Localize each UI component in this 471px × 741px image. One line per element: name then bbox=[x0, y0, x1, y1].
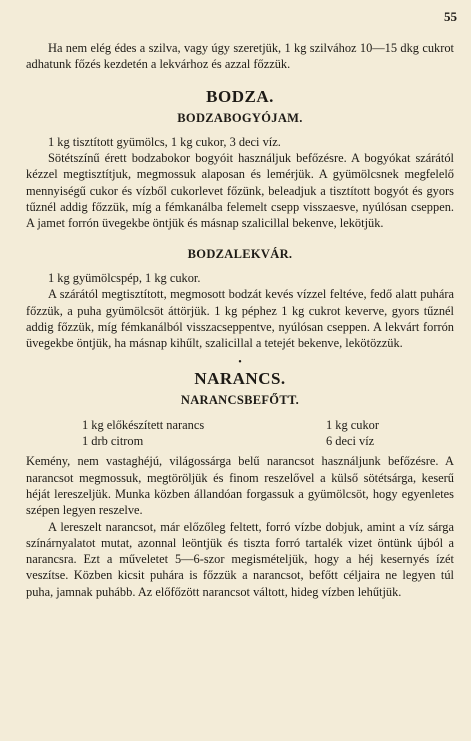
recipe-title-narancsbefott: NARANCSBEFŐTT. bbox=[180, 393, 300, 408]
recipe-title-bodzalekvar: BODZALEKVÁR. bbox=[187, 246, 293, 261]
ingredients-line: 1 kg tisztított gyümölcs, 1 kg cukor, 3 deci víz. bbox=[48, 134, 281, 149]
page-number: 55 bbox=[444, 9, 457, 24]
chapter-heading-bodza: BODZA. bbox=[206, 86, 274, 106]
ingredients-line: 1 kg gyümölcspép, 1 kg cukor. bbox=[48, 270, 201, 285]
ingredient-item: 1 kg előkészített narancs bbox=[82, 417, 205, 432]
recipe-title-bodzabogyojam: BODZABOGYÓJAM. bbox=[177, 110, 303, 125]
ornament-dot: • bbox=[238, 357, 242, 369]
intro-paragraph: Ha nem elég édes a szilva, vagy úgy szeretjük, 1 kg szilvához 10—15 dkg cukrot adhatunk főzés kezdetén a lekvárhoz és azzal főzzük. bbox=[26, 41, 454, 72]
recipe-paragraph: Kemény, nem vastaghéjú, világossárga belű narancsot használjunk befőzésre. A narancsot megmossuk, megtöröljük és finom reszelővel a külső sötétsárga, keserű héját lereszeljük. Munka közben állandóan forgassuk a gyümölcsöt, hogy egyenletes szépen legyen reszelve. bbox=[26, 454, 454, 518]
chapter-heading-narancs: NARANCS. bbox=[194, 369, 286, 389]
ingredient-item: 1 kg cukor bbox=[326, 417, 379, 432]
ingredients-table bbox=[26, 417, 454, 450]
recipe-paragraph: A lereszelt narancsot, már előzőleg feltett, forró vízbe dobjuk, amint a víz sárga színárnyalatot mutat, azonnal leöntjük és tiszta forró tartalék vizet öntünk újból a narancsra. Ezt a műveletet 5—6-szor megismételjük, hogy a héj kesernyés ízét veszítse. Közben kicsit puhára is főzzük a narancsot, befőtt céljaira ne legyen túl puha, jamnak puhább. Az előfőzött narancsot váltott, hideg vízben lehűtjük. bbox=[26, 519, 454, 599]
recipe-paragraph: A szárától megtisztított, megmosott bodzát kevés vízzel feltéve, fedő alatt puhára főzzük, a puha gyümölcsöt áttörjük. 1 kg péphez 1 kg cukrot keverve, gyors tűznél addig főzzük, míg fémkanálból visszacseppentve, nyúlósan cseppen. A lekvárt forrón üvegekbe öntjük, ha másnap kihűlt, szalicillal a tetejét bekenve, lekötözzük. bbox=[26, 287, 454, 351]
ingredient-item: 6 deci víz bbox=[326, 434, 375, 449]
recipe-paragraph: Sötétszínű érett bodzabokor bogyóit használjuk befőzésre. A bogyókat szárától kézzel megtisztítjuk, megmossuk alaposan és lemérjük. A gyümölcsnek megfelelő mennyiségű cukor és vízből cukorlevet főzünk, beleadjuk a tisztított bogyót és gyors tűznél addig főzzük, míg a fémkanálba felemelt csepp visszaesve, nyúlósan cseppen. A jamet forrón üvegekbe öntjük és másnap szalicillal bekenve, lekötjük. bbox=[26, 151, 454, 231]
ingredient-item: 1 drb citrom bbox=[82, 434, 144, 449]
page-content bbox=[26, 40, 454, 600]
